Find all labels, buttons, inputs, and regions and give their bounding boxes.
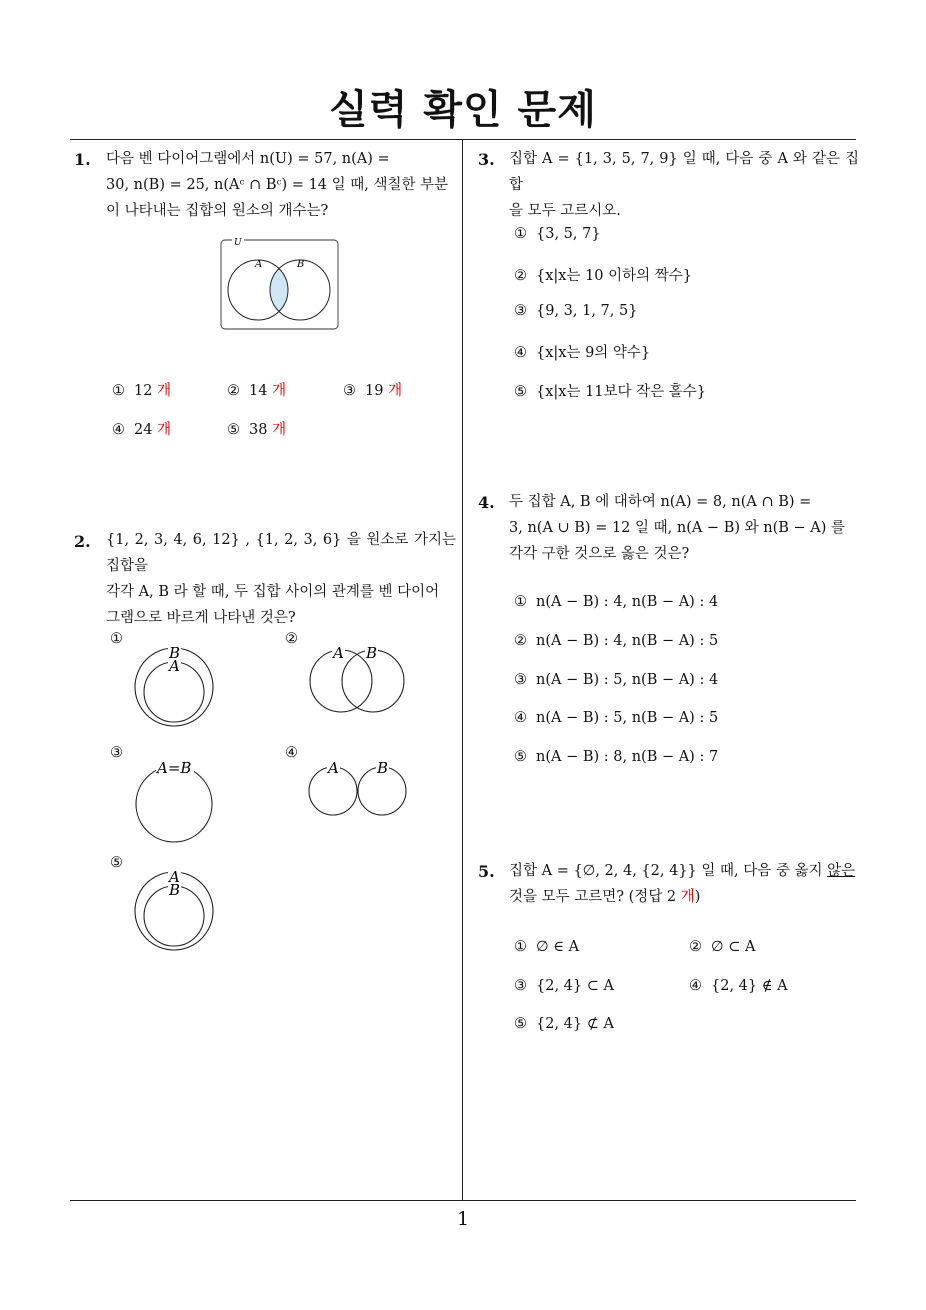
venn-label-u: U (234, 238, 242, 248)
label-b: B (169, 644, 181, 662)
top-rule (70, 139, 856, 140)
q1-line: 다음 벤 다이어그램에서 n(U) = 57, n(A) = (106, 151, 390, 167)
q3-option-5[interactable]: ⑤ {x|x는 11보다 작은 홀수} (514, 384, 707, 400)
label-a-equals-b: A=B (157, 759, 192, 777)
q4-option-5[interactable]: ⑤ n(A − B) : 8, n(B − A) : 7 (514, 749, 719, 765)
venn-label-a: A (255, 259, 263, 270)
q1-venn-diagram (218, 236, 342, 332)
q3-number: 3. (478, 150, 495, 169)
q2-text (106, 527, 456, 631)
q1-option-4[interactable]: ④ 24 개 (112, 422, 172, 438)
q3-line: 집합 A = {1, 3, 5, 7, 9} 일 때, 다음 중 A 와 같은 집합 (509, 151, 859, 193)
q1-option-1[interactable]: ① 12 개 (112, 383, 172, 399)
q1-text (106, 146, 456, 224)
venn-label-b: B (297, 259, 305, 270)
q2-option-1-diagram (128, 640, 220, 732)
q2-option-2-diagram (303, 642, 411, 718)
column-divider (462, 139, 463, 1201)
q2-number: 2. (74, 532, 91, 551)
label-a: A (333, 644, 344, 662)
q5-text (509, 858, 859, 910)
q3-option-2[interactable]: ② {x|x는 10 이하의 짝수} (514, 268, 693, 284)
q3-text (509, 146, 859, 224)
q5-line-1: 집합 A = {∅, 2, 4, {2, 4}} 일 때, 다음 중 옳지 않은 (509, 863, 856, 879)
label-a: A (328, 759, 339, 777)
q4-number: 4. (478, 493, 495, 512)
q2-option-1-mark[interactable]: ① (110, 631, 123, 647)
q1-option-3[interactable]: ③ 19 개 (343, 383, 403, 399)
label-b: B (169, 881, 181, 899)
q2-option-4-mark[interactable]: ④ (285, 745, 298, 761)
q1-line: 이 나타내는 집합의 원소의 개수는? (106, 203, 329, 219)
q5-option-4[interactable]: ④ {2, 4} ∉ A (689, 978, 788, 994)
q2-line: {1, 2, 3, 4, 6, 12} , {1, 2, 3, 6} 을 원소로 가지는 집합을 (106, 532, 456, 574)
q4-text (509, 489, 859, 567)
q2-line: 각각 A, B 라 할 때, 두 집합 사이의 관계를 벤 다이어 (106, 584, 440, 600)
q1-option-2[interactable]: ② 14 개 (227, 383, 287, 399)
label-a: A (169, 868, 180, 886)
q2-option-3-diagram (128, 756, 220, 848)
q1-number: 1. (74, 150, 91, 169)
label-b: B (377, 759, 389, 777)
q3-line: 을 모두 고르시오. (509, 203, 621, 219)
page-title: 실력 확인 문제 (329, 87, 597, 133)
label-b: B (366, 644, 378, 662)
q4-option-2[interactable]: ② n(A − B) : 4, n(B − A) : 5 (514, 633, 719, 649)
q4-option-3[interactable]: ③ n(A − B) : 5, n(B − A) : 4 (514, 672, 719, 688)
label-a: A (169, 657, 180, 675)
underlined-word: 않은 (827, 863, 856, 879)
q4-line: 각각 구한 것으로 옳은 것은? (509, 546, 690, 562)
q2-option-5-mark[interactable]: ⑤ (110, 855, 123, 871)
q4-option-1[interactable]: ① n(A − B) : 4, n(B − A) : 4 (514, 594, 719, 610)
q2-option-2-mark[interactable]: ② (285, 631, 298, 647)
q5-number: 5. (478, 862, 495, 881)
q2-option-4-diagram (303, 756, 411, 820)
q5-option-3[interactable]: ③ {2, 4} ⊂ A (514, 978, 614, 994)
page-number: 1 (456, 1208, 470, 1230)
bottom-rule (70, 1200, 856, 1201)
q2-option-5-diagram (128, 864, 220, 956)
q3-option-4[interactable]: ④ {x|x는 9의 약수} (514, 345, 651, 361)
q3-option-3[interactable]: ③ {9, 3, 1, 7, 5} (514, 303, 638, 319)
q2-option-3-mark[interactable]: ③ (110, 745, 123, 761)
q5-option-5[interactable]: ⑤ {2, 4} ⊄ A (514, 1016, 614, 1032)
q5-option-2[interactable]: ② ∅ ⊂ A (689, 939, 756, 955)
q5-line-2: 것을 모두 고르면? (정답 2 개) (509, 889, 701, 905)
q4-line: 두 집합 A, B 에 대하여 n(A) = 8, n(A ∩ B) = (509, 494, 812, 510)
q4-line: 3, n(A ∪ B) = 12 일 때, n(A − B) 와 n(B − A) 를 (509, 520, 845, 536)
q5-option-1[interactable]: ① ∅ ∈ A (514, 939, 580, 955)
q3-option-1[interactable]: ① {3, 5, 7} (514, 226, 601, 242)
q1-line: 30, n(B) = 25, n(Aᶜ ∩ Bᶜ) = 14 일 때, 색칠한 부분 (106, 177, 449, 193)
q4-option-4[interactable]: ④ n(A − B) : 5, n(B − A) : 5 (514, 710, 719, 726)
q1-option-5[interactable]: ⑤ 38 개 (227, 422, 287, 438)
q2-line: 그램으로 바르게 나타낸 것은? (106, 610, 296, 626)
